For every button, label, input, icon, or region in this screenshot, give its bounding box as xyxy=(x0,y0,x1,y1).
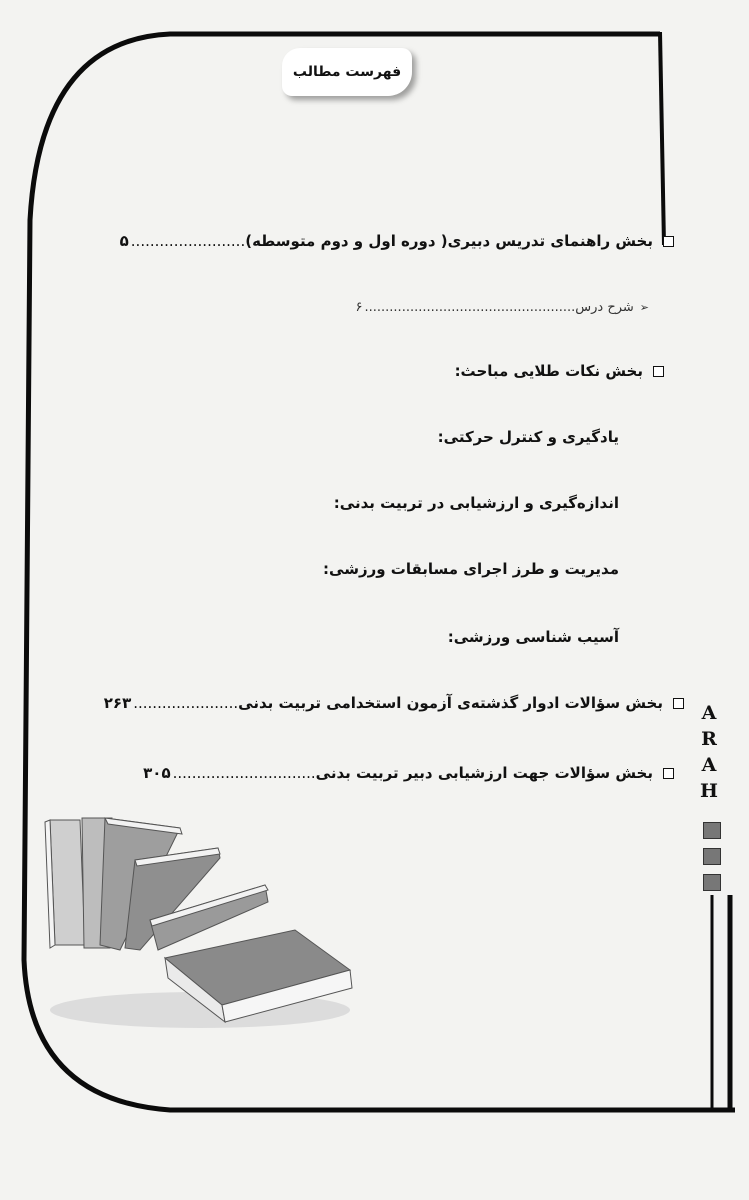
checkbox-icon xyxy=(673,698,684,709)
side-square-icon xyxy=(703,822,721,839)
toc-item-label: بخش سؤالات جهت ارزشیابی دبیر تربیت بدنی xyxy=(315,764,653,782)
side-letter: A xyxy=(701,702,717,724)
side-letters xyxy=(697,700,721,804)
toc-item[interactable] xyxy=(120,232,674,250)
dot-leader: ........................ xyxy=(130,232,246,250)
toc-item-label: بخش سؤالات ادوار گذشته‌ی آزمون استخدامی تربیت بدنی xyxy=(238,694,663,712)
arrow-bullet-icon: ➢ xyxy=(639,301,649,314)
checkbox-icon xyxy=(663,768,674,779)
dot-leader: ...................... xyxy=(133,694,239,712)
checkbox-icon xyxy=(663,236,674,247)
page-number: ۳۰۵ xyxy=(143,764,171,782)
toc-subheading[interactable] xyxy=(334,494,619,512)
toc-item-label: اندازه‌گیری و ارزشیابی در تربیت بدنی: xyxy=(333,494,619,512)
toc-item[interactable] xyxy=(143,764,674,782)
side-square-icon xyxy=(703,874,721,891)
books-illustration xyxy=(40,810,370,1040)
page-number: ۵ xyxy=(119,232,129,250)
toc-subitem[interactable] xyxy=(356,300,649,315)
side-letter: A xyxy=(701,754,717,776)
side-letter: H xyxy=(700,780,718,802)
page-title: فهرست مطالب xyxy=(282,48,412,96)
dot-leader: ................................................... xyxy=(364,300,576,315)
toc-item-label: شرح درس xyxy=(575,300,634,315)
toc-item[interactable] xyxy=(104,694,684,712)
toc-item-label: یادگیری و کنترل حرکتی: xyxy=(437,428,619,446)
toc-item[interactable] xyxy=(455,362,664,380)
toc-item-label: آسیب شناسی ورزشی: xyxy=(447,628,619,646)
toc-item-label: بخش نکات طلایی مباحث: xyxy=(454,362,643,380)
page-number: ۲۶۳ xyxy=(103,694,132,712)
checkbox-icon xyxy=(653,366,664,377)
side-square-icon xyxy=(703,848,721,865)
dot-leader: .............................. xyxy=(172,764,316,782)
page-number: ۶ xyxy=(355,300,363,315)
toc-subheading[interactable] xyxy=(438,428,619,446)
side-letter: R xyxy=(701,728,717,750)
toc-subheading[interactable] xyxy=(323,560,619,578)
toc-subheading[interactable] xyxy=(448,628,619,646)
toc-item-label: بخش راهنمای تدریس دبیری( دوره اول و دوم متوسطه) xyxy=(245,232,653,250)
toc-item-label: مدیریت و طرز اجرای مسابقات ورزشی: xyxy=(323,560,619,578)
